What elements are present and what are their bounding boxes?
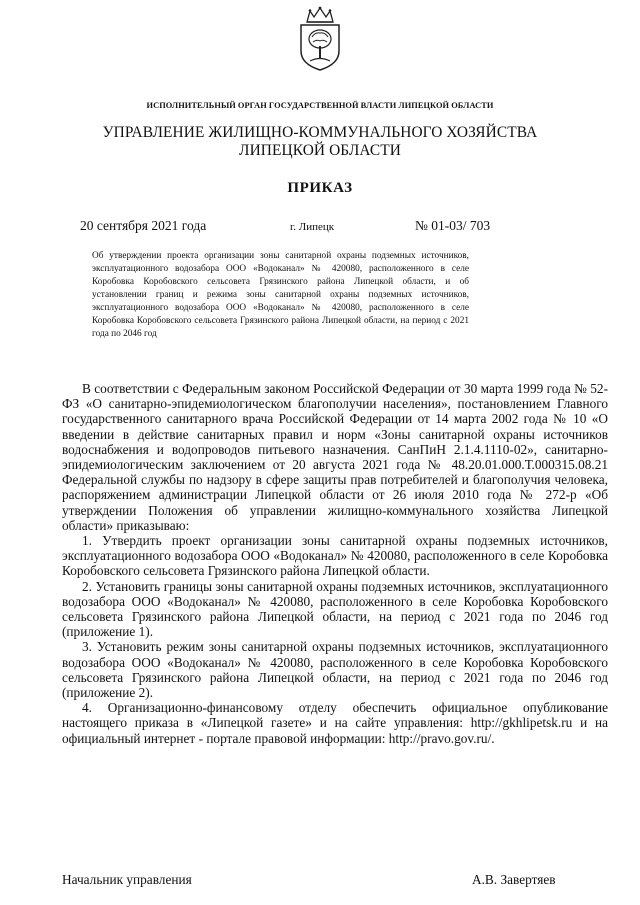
department-line-1: УПРАВЛЕНИЕ ЖИЛИЩНО-КОММУНАЛЬНОГО ХОЗЯЙСТВА: [102, 124, 538, 141]
signatory-name: А.В. Завертяев: [472, 872, 556, 887]
order-item-1: 1. Утвердить проект организации зоны санитарной охраны подземных источников, эксплуатационного водозабора ООО «Водоканал» № 420080, расположенного в селе Коробовка Коробовского сельсовета Грязинского района Липецкой области.: [62, 533, 608, 579]
order-subject: Об утверждении проекта организации зоны санитарной охраны подземных источников, эксплуатационного водозабора ООО «Водоканал» № 420080, расположенного в селе Коробовка Коробовского сельсовета Грязинского района Липецкой области, и об установлении границ и режима зоны санитарной охраны подземных источников, эксплуатационного водозабора ООО «Водоканал» № 420080, расположенного в селе Коробовка Коробовского сельсовета Грязинского района Липецкой области, на период с 2021 года по 2046 год: [92, 251, 469, 339]
document-date: 20 сентября 2021 года: [80, 218, 207, 233]
department-name: [0, 124, 640, 160]
document-type-title: ПРИКАЗ: [287, 180, 353, 196]
signatory-position: Начальник управления: [62, 872, 192, 887]
preamble-paragraph: В соответствии с Федеральным законом Российской Федерации от 30 марта 1999 года № 52-ФЗ «О санитарно-эпидемиологическом благополучии населения», постановлением Главного государственного санитарного врача Российской Федерации от 14 марта 2002 года № 10 «О введении в действие санитарных правил и норм «Зоны санитарной охраны источников водоснабжения и водопроводов питьевого назначения. СанПиН 2.1.4.1110-02», санитарно-эпидемиологическим заключением от 20 августа 2021 года № 48.20.01.000.Т.000315.08.21 Федеральной службы по надзору в сфере защиты прав потребителей и благополучия человека, распоряжением администрации Липецкой области от 26 июля 2010 года № 272-р «Об утверждении Положения об управлении жилищно-коммунального хозяйства Липецкой области» приказываю:: [62, 381, 608, 533]
department-line-2: ЛИПЕЦКОЙ ОБЛАСТИ: [239, 142, 401, 159]
document-number: № 01-03/ 703: [415, 218, 491, 233]
coat-of-arms-icon: [293, 6, 347, 72]
order-item-2: 2. Установить границы зоны санитарной охраны подземных источников, эксплуатационного водозабора ООО «Водоканал» № 420080, расположенного в селе Коробовка Коробовского сельсовета Грязинского района Липецкой области, на период с 2021 года по 2046 год (приложение 1).: [62, 578, 608, 640]
issuing-authority: ИСПОЛНИТЕЛЬНЫЙ ОРГАН ГОСУДАРСТВЕННОЙ ВЛАСТИ ЛИПЕЦКОЙ ОБЛАСТИ: [146, 101, 494, 110]
order-item-3: 3. Установить режим зоны санитарной охраны подземных источников, эксплуатационного водозабора ООО «Водоканал» № 420080, расположенного в селе Коробовка Коробовского сельсовета Грязинского района Липецкой области, на период с 2021 года по 2046 год (приложение 2).: [62, 639, 608, 701]
document-city: г. Липецк: [290, 221, 335, 233]
order-body: [62, 381, 608, 746]
order-item-4: 4. Организационно-финансовому отделу обеспечить официальное опубликование настоящего приказа в «Липецкой газете» и на сайте управления: http://gkhlipetsk.ru и на официальный интернет - портале правовой информации: http://pravo.gov.ru/.: [62, 700, 608, 746]
